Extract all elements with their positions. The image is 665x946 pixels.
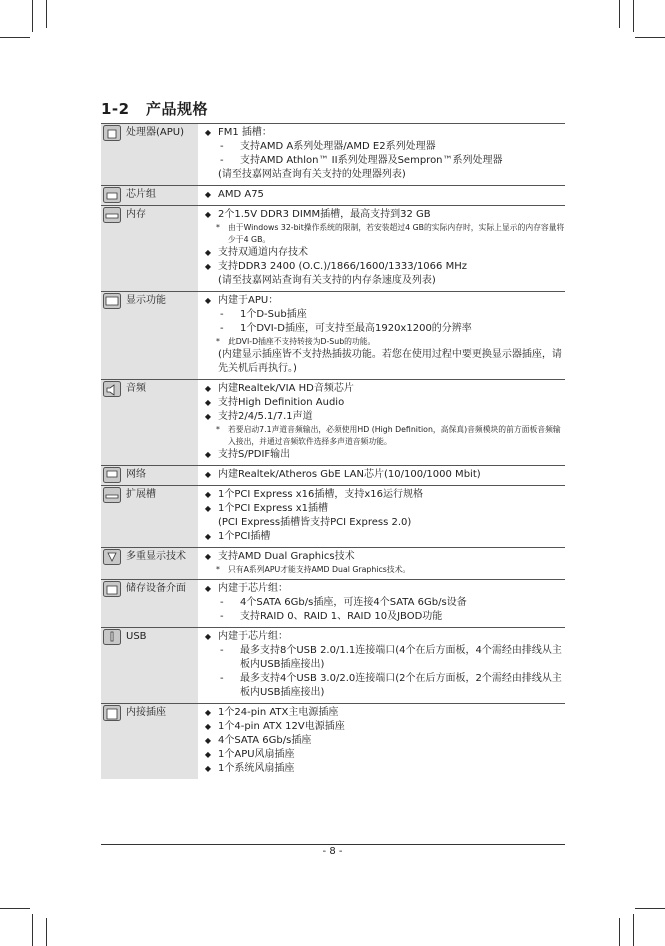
crop-mark — [0, 908, 30, 909]
spec-category-label: 内存 — [126, 209, 146, 220]
spec-category-label: 芯片组 — [126, 189, 156, 200]
spec-text: (请至技嘉网站查询有关支持的内存条速度及列表) — [218, 275, 436, 286]
spec-details — [198, 628, 565, 704]
spec-details — [198, 580, 565, 628]
spec-category-label: 处理器(APU) — [126, 127, 184, 138]
spec-text: 1个DVI-D插座，可支持至最高1920x1200的分辨率 — [240, 323, 472, 334]
spec-text: 支持RAID 0、RAID 1、RAID 10及JBOD功能 — [240, 611, 443, 622]
memory-icon — [103, 207, 121, 223]
spec-item — [198, 396, 565, 410]
storage-icon — [103, 581, 121, 597]
spec-text: 2个1.5V DDR3 DIMM插槽，最高支持到32 GB — [218, 209, 431, 220]
cpu-icon — [103, 125, 121, 141]
spec-row — [101, 704, 565, 780]
crop-mark — [633, 914, 634, 946]
spec-text: 支持High Definition Audio — [218, 397, 345, 408]
spec-table — [101, 123, 565, 779]
spec-text: 1个系统风扇插座 — [218, 763, 295, 774]
spec-row — [101, 292, 565, 380]
spec-category — [101, 704, 198, 780]
spec-note — [198, 564, 565, 576]
dash-icon: - — [220, 645, 224, 656]
spec-item — [198, 410, 565, 424]
bullet-icon: ◆ — [204, 632, 212, 641]
spec-category — [101, 124, 198, 186]
spec-item — [198, 382, 565, 396]
spec-category — [101, 380, 198, 466]
spec-details — [198, 186, 565, 206]
spec-item — [198, 706, 565, 720]
spec-category-label: 显示功能 — [126, 295, 166, 306]
spec-text: 支持S/PDIF输出 — [218, 449, 291, 460]
section-heading — [101, 98, 208, 119]
bullet-icon: ◆ — [204, 736, 212, 745]
lan-icon — [103, 467, 121, 483]
spec-item — [198, 488, 565, 502]
spec-text: AMD A75 — [218, 189, 264, 200]
spec-row — [101, 628, 565, 704]
spec-text: 内建于APU： — [218, 295, 279, 306]
dash-icon: - — [220, 155, 224, 166]
crop-mark — [32, 914, 33, 946]
spec-text: 支持AMD Athlon™ II系列处理器及Sempron™系列处理器 — [240, 155, 503, 166]
spec-row — [101, 124, 565, 186]
spec-category-label: USB — [126, 631, 147, 642]
spec-text: 支持双通道内存技术 — [218, 247, 308, 258]
spec-item — [198, 762, 565, 776]
asterisk-icon: * — [216, 425, 220, 434]
bullet-icon: ◆ — [204, 450, 212, 459]
spec-item — [198, 550, 565, 564]
page-number: - 8 - — [322, 846, 343, 857]
asterisk-icon: * — [216, 337, 220, 346]
crop-mark — [633, 0, 634, 32]
spec-category-label: 扩展槽 — [126, 489, 156, 500]
spec-text: 1个PCI插槽 — [218, 531, 271, 542]
spec-note — [198, 424, 565, 448]
crop-mark — [619, 918, 620, 946]
crop-mark — [635, 37, 665, 38]
spec-text: 1个PCI Express x1插槽 — [218, 503, 329, 514]
spec-text: 1个4-pin ATX 12V电源插座 — [218, 721, 345, 732]
spec-details — [198, 548, 565, 580]
spec-text: 1个24-pin ATX主电源插座 — [218, 707, 339, 718]
crop-mark — [619, 0, 620, 28]
spec-text: 内建于芯片组： — [218, 583, 288, 594]
spec-text: 由于Windows 32-bit操作系统的限制，若安装超过4 GB的实际内存时，实际上显示的内存容量将少于4 GB。 — [228, 223, 565, 244]
spec-item — [198, 644, 565, 672]
spec-text: 最多支持8个USB 2.0/1.1连接端口(4个在后方面板，4个需经由排线从主板内USB插座接出) — [240, 645, 562, 670]
spec-item — [198, 308, 565, 322]
spec-item — [198, 502, 565, 516]
spec-item — [198, 448, 565, 462]
spec-row — [101, 580, 565, 628]
chipset-icon — [103, 187, 121, 203]
spec-item — [198, 530, 565, 544]
spec-text: (PCI Express插槽皆支持PCI Express 2.0) — [218, 517, 412, 528]
spec-text: FM1 插槽： — [218, 127, 272, 138]
spec-text: 内建于芯片组： — [218, 631, 288, 642]
bullet-icon: ◆ — [204, 128, 212, 137]
bullet-icon: ◆ — [204, 490, 212, 499]
internal-connector-icon — [103, 705, 121, 721]
spec-text: 4个SATA 6Gb/s插座 — [218, 735, 312, 746]
bullet-icon: ◆ — [204, 412, 212, 421]
spec-text: 若要启动7.1声道音频输出，必须使用HD (High Definition，高保真)音频模块的前方面板音频输入接出，并通过音频软件选择多声道音频功能。 — [228, 425, 561, 446]
bullet-icon: ◆ — [204, 708, 212, 717]
spec-details — [198, 466, 565, 486]
spec-details — [198, 704, 565, 780]
spec-item — [198, 596, 565, 610]
spec-category — [101, 206, 198, 292]
spec-text: 4个SATA 6Gb/s插座，可连接4个SATA 6Gb/s设备 — [240, 597, 467, 608]
crop-mark — [46, 0, 47, 28]
spec-item — [198, 734, 565, 748]
asterisk-icon: * — [216, 223, 220, 232]
spec-category — [101, 186, 198, 206]
bullet-icon: ◆ — [204, 384, 212, 393]
spec-item — [198, 322, 565, 336]
spec-item — [198, 468, 565, 482]
expansion-slot-icon — [103, 487, 121, 503]
spec-remark — [198, 274, 565, 288]
crop-mark — [32, 0, 33, 32]
spec-item — [198, 630, 565, 644]
bullet-icon: ◆ — [204, 262, 212, 271]
spec-row — [101, 548, 565, 580]
dash-icon: - — [220, 141, 224, 152]
spec-category-label: 网络 — [126, 469, 146, 480]
dash-icon: - — [220, 597, 224, 608]
spec-item — [198, 246, 565, 260]
spec-item — [198, 294, 565, 308]
spec-row — [101, 206, 565, 292]
spec-text: 内建Realtek/Atheros GbE LAN芯片(10/100/1000 Mbit) — [218, 469, 481, 480]
bullet-icon: ◆ — [204, 504, 212, 513]
spec-remark — [198, 516, 565, 530]
spec-remark — [198, 348, 565, 376]
spec-text: 支持AMD Dual Graphics技术 — [218, 551, 355, 562]
spec-text: 最多支持4个USB 3.0/2.0连接端口(2个在后方面板，2个需经由排线从主板内USB插座接出) — [240, 673, 562, 698]
spec-text: 1个APU风扇插座 — [218, 749, 295, 760]
spec-item — [198, 748, 565, 762]
spec-item — [198, 208, 565, 222]
bullet-icon: ◆ — [204, 190, 212, 199]
multi-graphics-icon — [103, 549, 121, 565]
spec-item — [198, 140, 565, 154]
spec-category-label: 储存设备介面 — [126, 583, 186, 594]
spec-row — [101, 380, 565, 466]
spec-text: 1个PCI Express x16插槽，支持x16运行规格 — [218, 489, 424, 500]
spec-text: 内建Realtek/VIA HD音频芯片 — [218, 383, 354, 394]
bullet-icon: ◆ — [204, 398, 212, 407]
display-icon — [103, 293, 121, 309]
spec-category — [101, 548, 198, 580]
bullet-icon: ◆ — [204, 722, 212, 731]
crop-mark — [46, 918, 47, 946]
spec-category-label: 音频 — [126, 383, 146, 394]
audio-icon — [103, 381, 121, 397]
spec-item — [198, 188, 565, 202]
spec-item — [198, 610, 565, 624]
bullet-icon: ◆ — [204, 552, 212, 561]
spec-item — [198, 260, 565, 274]
spec-category — [101, 580, 198, 628]
spec-details — [198, 206, 565, 292]
bullet-icon: ◆ — [204, 248, 212, 257]
dash-icon: - — [220, 673, 224, 684]
spec-row — [101, 186, 565, 206]
dash-icon: - — [220, 309, 224, 320]
spec-category — [101, 466, 198, 486]
dash-icon: - — [220, 323, 224, 334]
spec-details — [198, 380, 565, 466]
section-number: 1-2 — [101, 100, 130, 118]
spec-text: 此DVI-D插座不支持转接为D-Sub的功能。 — [228, 337, 376, 346]
spec-note — [198, 222, 565, 246]
spec-details — [198, 486, 565, 548]
spec-item — [198, 720, 565, 734]
spec-row — [101, 486, 565, 548]
spec-item — [198, 126, 565, 140]
dash-icon: - — [220, 611, 224, 622]
bullet-icon: ◆ — [204, 532, 212, 541]
usb-icon — [103, 629, 121, 645]
bullet-icon: ◆ — [204, 296, 212, 305]
bullet-icon: ◆ — [204, 470, 212, 479]
bullet-icon: ◆ — [204, 764, 212, 773]
spec-text: (内建显示插座皆不支持热插拔功能。若您在使用过程中要更换显示器插座，请先关机后再执行。) — [218, 349, 562, 374]
spec-text: (请至技嘉网站查询有关支持的处理器列表) — [218, 169, 406, 180]
spec-text: 支持2/4/5.1/7.1声道 — [218, 411, 313, 422]
spec-text: 支持AMD A系列处理器/AMD E2系列处理器 — [240, 141, 436, 152]
bullet-icon: ◆ — [204, 584, 212, 593]
bullet-icon: ◆ — [204, 750, 212, 759]
section-title: 产品规格 — [146, 100, 209, 118]
spec-category-label: 多重显示技术 — [126, 551, 186, 562]
spec-item — [198, 672, 565, 700]
spec-remark — [198, 168, 565, 182]
crop-mark — [635, 908, 665, 909]
bullet-icon: ◆ — [204, 210, 212, 219]
spec-row — [101, 466, 565, 486]
spec-details — [198, 292, 565, 380]
spec-text: 支持DDR3 2400 (O.C.)/1866/1600/1333/1066 MHz — [218, 261, 467, 272]
spec-item — [198, 582, 565, 596]
spec-category — [101, 486, 198, 548]
spec-details — [198, 124, 565, 186]
spec-category — [101, 292, 198, 380]
footer-rule — [101, 844, 565, 845]
spec-category-label: 内接插座 — [126, 707, 166, 718]
spec-text: 只有A系列APU才能支持AMD Dual Graphics技术。 — [228, 565, 411, 574]
crop-mark — [0, 37, 30, 38]
spec-note — [198, 336, 565, 348]
asterisk-icon: * — [216, 565, 220, 574]
spec-text: 1个D-Sub插座 — [240, 309, 307, 320]
spec-item — [198, 154, 565, 168]
spec-category — [101, 628, 198, 704]
